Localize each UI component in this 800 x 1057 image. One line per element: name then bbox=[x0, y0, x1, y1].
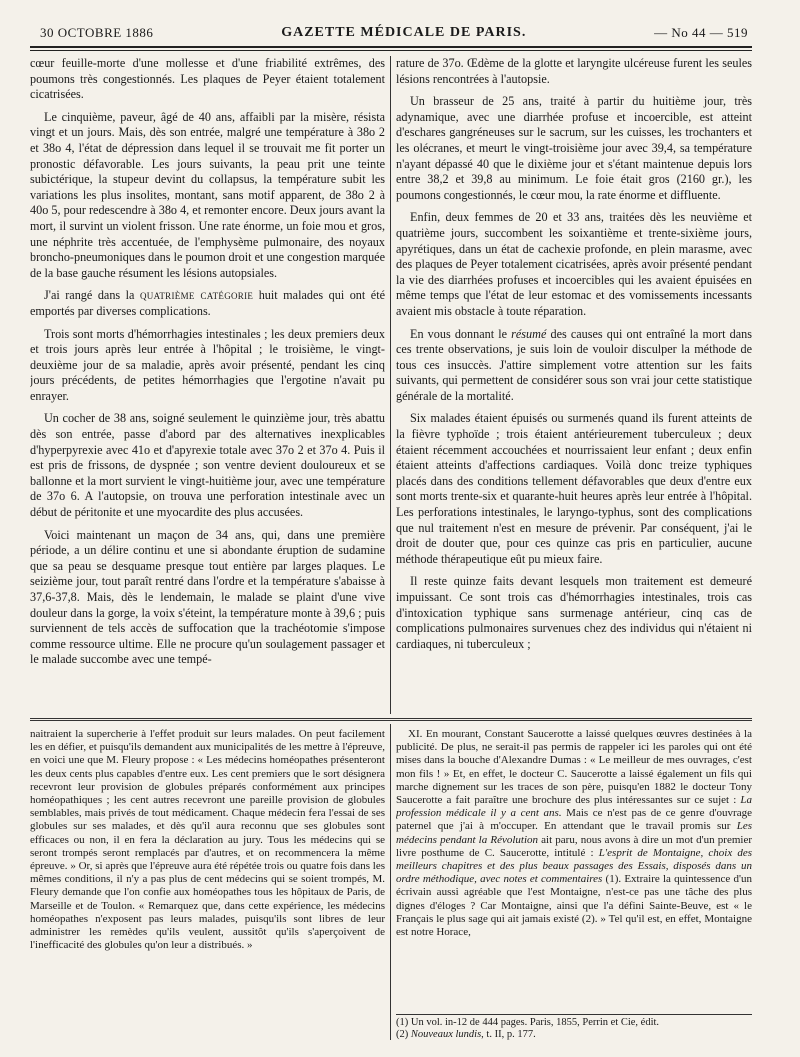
text-span: , t. II, p. 177. bbox=[481, 1029, 536, 1040]
book-title: Nouveaux lundis bbox=[410, 1029, 482, 1040]
feuilleton-rule-inner bbox=[30, 720, 752, 721]
paragraph: naitraient la supercherie à l'effet produit sur leurs malades. On peut facilement les en défier, et puisqu'ils demandent aux municipalités de les mettre à l'épreuve, en voici une que M. Fleury propose : « Les médecins homéopathes présenteront les deux cents plus capables d'entre eux. Les cent premiers que le sort désignera recevront leur provision de globules préparés conformément aux principes homéopathiques ; les cent autres recevront une pareille provision de globules semblables, mais privés de tout médicament. Chaque médecin fera l'essai de ses globules sur ses malades, et dès qu'il aura reconnu que ses globules sont efficaces ou non, il en fera la déclaration au jury. Tous les médecins qui se seront trompés seront remplacés par d'autres, et on recommencera la même épreuve. » Or, si après que l'épreuve aura été répétée trois ou quatre fois dans les mêmes conditions, il n'y a pas plus de cent médecins qui se soient trompés, M. Fleury demande que l'on confie aux homéopathes tous les hôpitaux de Paris, de Marseille et de Toulon. « Remarquez que, dans cette expérience, les médecins homéopathes n'exposent pas leurs malades, puisqu'ils sont libres de leur administrer les remèdes qu'ils veulent, aussitôt qu'ils s'aperçoivent de l'inefficacité des globules qu'on leur a distribués. » bbox=[30, 728, 385, 952]
paragraph bbox=[30, 288, 385, 319]
header-title: GAZETTE MÉDICALE DE PARIS. bbox=[281, 25, 527, 40]
paragraph: Un brasseur de 25 ans, traité à partir du huitième jour, très adynamique, avec une diarrhée profuse et incoercible, est atteint d'eschares gangréneuses sur le sacrum, sur les cuisses, les trochanters et les olécranes, et meurt le vingt-troisième jour avec 39,4, sa température n'ayant dépassé 40 que le dixième jour et s'étant maintenue depuis lors entre 38,2 et 39,8 au minimum. Le foie était gros (2160 gr.), les poumons congestionnés, le cœur mou, la rate énorme et diffluente. bbox=[396, 94, 752, 202]
feuilleton-right-column bbox=[396, 728, 752, 998]
text-span: XI. En mourant, Constant Saucerotte a laissé quelques œuvres destinées à la publicité. De plus, ne serait-il pas permis de rappeler ici les paroles qui ont été mises dans la bouche d'Alexandre Dumas : « Le meilleur de mes ouvrages, c'est mon fils ! » Et, en effet, le docteur C. Saucerotte a laissé également un fils qui marche dignement sur les traces de son père, puisqu'en 1882 le docteur Tony Saucerotte a fait paraître une brochure des plus intéressantes sur ce sujet : bbox=[396, 728, 752, 807]
upper-left-column bbox=[30, 56, 385, 711]
paragraph: Six malades étaient épuisés ou surmenés quand ils furent atteints de la fièvre typhoïde ; trois étaient antérieurement tuberculeux ; deux étaient récemment accouchées et nourrissaient leur enfant ; deux enfin étaient atteints d'affections cardiaques. Voilà donc treize typhiques placés dans des conditions tellement défavorables que deux d'entre eux sont morts trente-six et quarante-huit heures après leur entrée à l'hôpital. Les perforations intestinales, le laryngo-typhus, sont des complications que nul traitement n'est en mesure de prévenir. Par conséquent, j'ai le droit de douter que, pour ces quinze cas pris en particulier, aucune méthode thérapeutique eût pu mieux faire. bbox=[396, 411, 752, 566]
page-header bbox=[40, 22, 748, 44]
header-rule-thin bbox=[30, 50, 752, 51]
feuilleton-column-divider bbox=[390, 724, 391, 1040]
footnote-1: (1) Un vol. in-12 de 444 pages. Paris, 1855, Perrin et Cie, édit. bbox=[396, 1017, 660, 1028]
paragraph: rature de 37o. Œdème de la glotte et laryngite ulcéreuse furent les seules lésions rencontrées à l'autopsie. bbox=[396, 56, 752, 86]
text-span: J'ai rangé dans la bbox=[44, 288, 140, 303]
text-span: (2) bbox=[396, 1029, 411, 1040]
emphasis: résumé bbox=[511, 326, 547, 341]
paragraph bbox=[396, 327, 752, 405]
paragraph: cœur feuille-morte d'une mollesse et d'une friabilité extrêmes, des poumons très congestionnés. Les plaques de Peyer étaient totalement cicatrisées. bbox=[30, 56, 385, 102]
footnotes bbox=[396, 1017, 752, 1041]
paragraph: Un cocher de 38 ans, soigné seulement le quinzième jour, très abattu dès son entrée, passe d'abord par des alternatives inexplicables d'hyperpyrexie avec 41o et d'apyrexie totale avec 37o 2 et 37o 4. Puis il est pris de frissons, de dyspnée ; son ventre devient douloureux et se ballonne et la mort survient le vingt-huitième jour, avec une température de 37o 6. A l'autopsie, on trouva une perforation intestinale avec un début de péritonite et une myocardite des plus accusées. bbox=[30, 411, 385, 520]
text-span: huit malades qui ont été emportés par diverses complications. bbox=[30, 288, 385, 318]
header-rule-thick bbox=[30, 46, 752, 48]
paragraph: Il reste quinze faits devant lesquels mon traitement est demeuré impuissant. Ce sont trois cas d'hémorrhagies intestinales, trois cas d'intoxication typhique sans surmenage antérieur, cinq cas de complications pulmonaires survenues chez des individus qui n'étaient ni cardiaques, ni tuberculeux ; bbox=[396, 574, 752, 651]
text-span: Mais ce n'est pas de ce genre d'ouvrage paternel que j'ai à m'occuper. En attendant que le travail promis sur bbox=[396, 807, 752, 833]
text-span: En vous donnant le bbox=[410, 326, 512, 341]
feuilleton-left-column bbox=[30, 728, 385, 1043]
book-title: L'esprit de Montaigne, choix des meilleurs chapitres et des plus beaux passages des Essais, disposés dans un ordre méthodique, avec notes et commentaires bbox=[396, 846, 752, 886]
paragraph: Le cinquième, paveur, âgé de 40 ans, affaibli par la misère, résista vingt et un jours. Mais, dès son entrée, malgré une température à 38o 2 et 38o 4, l'état de dépression dans lequel il se trouvait me fit porter un pronostic défavorable. Les jours suivants, la peau prit une teinte subictérique, la stupeur devint du collapsus, la température subit les variations les plus insolites, montant, sans motif apparent, de 38o 2 à 40o 5, pour redescendre à 38o 4, et remonter encore. Deux jours avant la mort, il survint un violent frisson. Une rate énorme, un foie mou et gros, une néphrite très accentuée, de l'emphysème pulmonaire, des noyaux broncho-pneumoniques dans le poumon droit et une congestion marquée de la base gauche résument les lésions autopsiales. bbox=[30, 109, 385, 280]
header-issue: — No 44 — 519 bbox=[654, 25, 748, 40]
footnote-2 bbox=[396, 1029, 752, 1041]
text-span: (1). Extraire la quintessence d'un écrivain aussi agréable que l'est Montaigne, n'est-ce pas une tâche des plus dignes d'éloges ? Car Montaigne, ainsi que l'a défini Sainte-Beuve, est « le Français le plus sage qui ait jamais existé (2). » Tel qu'il est, en effet, Montaigne est notre Horace, bbox=[396, 873, 752, 939]
text-span: des causes qui ont entraîné la mort dans ces trente observations, je suis loin de vouloir disculper la méthode de tous ces insuccès. J'attire simplement votre attention sur les faits suivants, qui permettent de considérer sous son vrai jour cette statistique générale de la mortalité. bbox=[396, 326, 752, 403]
category-label: quatrième catégorie bbox=[139, 288, 254, 303]
upper-right-column bbox=[396, 56, 752, 711]
paragraph bbox=[396, 728, 752, 939]
book-title: La profession médicale il y a cent ans. bbox=[396, 794, 752, 820]
feuilleton-rule bbox=[30, 718, 752, 719]
column-divider bbox=[390, 56, 391, 714]
paragraph: Voici maintenant un maçon de 34 ans, qui, dans une première période, a un délire continu et une si abondante éruption de sudamine que sa peau se desquame presque tout entière par larges plaques. Le seizième jour, tout paraît rentré dans l'ordre et la température s'abaisse à 37,6-37,8. Mais, dès le lendemain, le malade se plaint d'une vive douleur dans la gorge, la voix s'éteint, la température monte à 39,6 ; puis surviennent de tels accès de suffocation que la trachéotomie s'impose comme ressource ultime. Elle ne procure qu'un soulagement passager et le malade succombe avec une tempé- bbox=[30, 527, 385, 667]
book-title: Les médecins pendant la Révolution bbox=[396, 820, 752, 846]
header-date: 30 OCTOBRE 1886 bbox=[40, 25, 154, 40]
text-span: ait paru, nous avons à dire un mot d'un premier livre posthume de C. Saucerotte, intitulé : bbox=[396, 833, 752, 859]
paragraph: Trois sont morts d'hémorrhagies intestinales ; les deux premiers deux et trois jours après leur entrée à l'hôpital ; le troisième, le vingt-deuxième jour de sa maladie, après avoir présenté, pendant les cinq jours précédents, de petites hémorrhagies que l'ergotine n'avait pu enrayer. bbox=[30, 326, 385, 403]
footnote-rule bbox=[396, 1014, 752, 1015]
paragraph: Enfin, deux femmes de 20 et 33 ans, traitées dès les neuvième et quatrième jours, succombent les soixantième et trente-sixième jours, apyrétiques, dans un état de cachexie profonde, en plein marasme, avec des plaques de Peyer totalement cicatrisées, après avoir présenté pendant la vie des diarrhées profuses et incoercibles qui les avaient épuisées en même temps que l'état de leur estomac et des vomissements incessants avaient mis obstacle à toute réparation. bbox=[396, 210, 752, 318]
